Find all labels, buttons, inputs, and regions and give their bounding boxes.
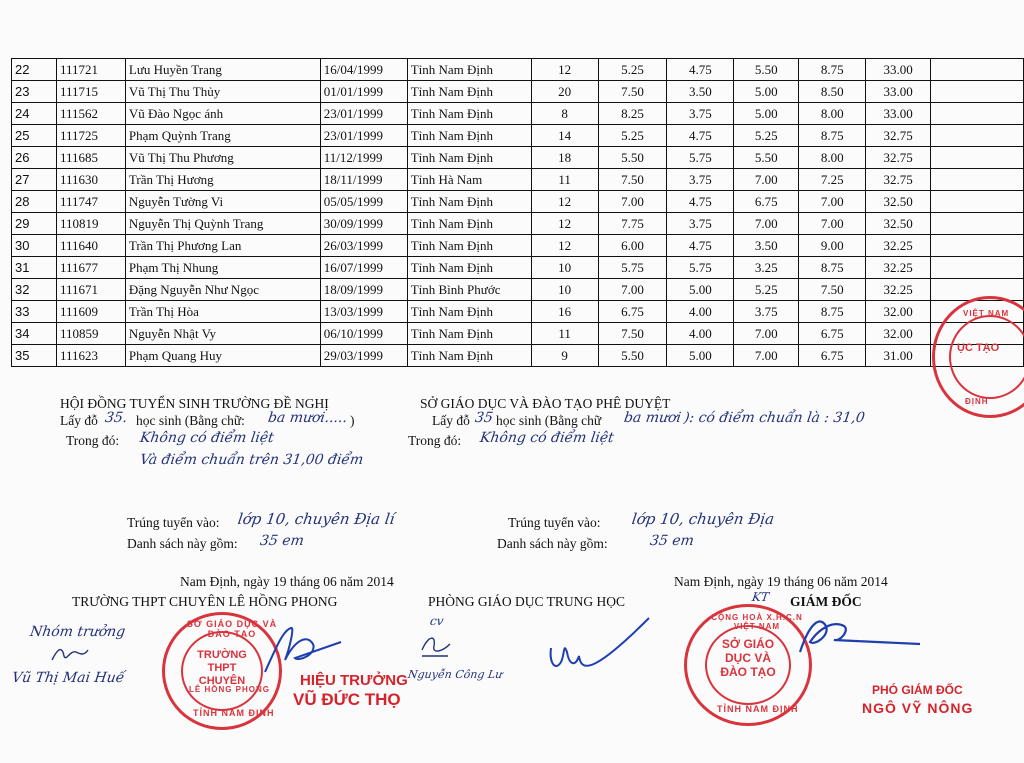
row-stt: 22 bbox=[12, 59, 57, 81]
school-stamp: SỞ GIÁO DỤC VÀ ĐÀO TẠO TRƯỜNG THPT CHUYÊN LÊ HỒNG PHONG TỈNH NAM ĐỊNH bbox=[162, 612, 282, 730]
row-score-4: 5.50 bbox=[734, 147, 799, 169]
row-score-5: 8.50 bbox=[799, 81, 866, 103]
row-sbd: 111609 bbox=[56, 301, 125, 323]
row-score-3: 4.00 bbox=[667, 301, 734, 323]
left-signer: Vũ Thị Mai Huế bbox=[10, 670, 126, 686]
row-score-1: 12 bbox=[531, 59, 598, 81]
row-stt: 28 bbox=[12, 191, 57, 213]
row-note bbox=[931, 169, 1024, 191]
row-score-1: 11 bbox=[531, 323, 598, 345]
row-province: Tỉnh Nam Định bbox=[407, 125, 531, 147]
table-row bbox=[12, 191, 1024, 213]
row-dob: 13/03/1999 bbox=[320, 301, 407, 323]
row-dob: 16/04/1999 bbox=[320, 59, 407, 81]
director-signature bbox=[770, 612, 930, 672]
row-name: Vũ Thị Thu Phương bbox=[125, 147, 320, 169]
row-score-4: 5.00 bbox=[734, 81, 799, 103]
row-stt: 23 bbox=[12, 81, 57, 103]
row-province: Tỉnh Nam Định bbox=[407, 301, 531, 323]
row-score-1: 12 bbox=[531, 191, 598, 213]
row-score-3: 3.50 bbox=[667, 81, 734, 103]
row-score-3: 4.75 bbox=[667, 125, 734, 147]
row-province: Tỉnh Bình Phước bbox=[407, 279, 531, 301]
left-trung-tuyen-value: lớp 10, chuyên Địa lí bbox=[236, 510, 396, 528]
row-score-2: 7.50 bbox=[598, 169, 667, 191]
row-stt: 30 bbox=[12, 235, 57, 257]
row-dob: 23/01/1999 bbox=[320, 125, 407, 147]
row-sbd: 111623 bbox=[56, 345, 125, 367]
row-score-5: 7.00 bbox=[799, 213, 866, 235]
row-score-3: 3.75 bbox=[667, 169, 734, 191]
row-sbd: 111562 bbox=[56, 103, 125, 125]
left-trung-tuyen-label: Trúng tuyển vào: bbox=[127, 515, 220, 530]
row-stt: 24 bbox=[12, 103, 57, 125]
right-lay-do-words: ba mươi bbox=[622, 410, 683, 426]
row-stt: 29 bbox=[12, 213, 57, 235]
row-score-5: 8.75 bbox=[799, 59, 866, 81]
row-total: 32.50 bbox=[866, 191, 931, 213]
table-row bbox=[12, 323, 1024, 345]
row-score-4: 3.75 bbox=[734, 301, 799, 323]
row-note bbox=[931, 103, 1024, 125]
row-score-4: 6.75 bbox=[734, 191, 799, 213]
row-total: 32.25 bbox=[866, 235, 931, 257]
row-score-3: 5.00 bbox=[667, 279, 734, 301]
row-total: 33.00 bbox=[866, 81, 931, 103]
row-score-5: 8.75 bbox=[799, 125, 866, 147]
left-danh-sach-value: 35 em bbox=[258, 533, 305, 549]
row-sbd: 110859 bbox=[56, 323, 125, 345]
row-score-2: 6.75 bbox=[598, 301, 667, 323]
left-danh-sach-label: Danh sách này gồm: bbox=[127, 536, 238, 551]
row-total: 31.00 bbox=[866, 345, 931, 367]
row-stt: 32 bbox=[12, 279, 57, 301]
row-score-1: 9 bbox=[531, 345, 598, 367]
row-sbd: 110819 bbox=[56, 213, 125, 235]
row-note bbox=[931, 191, 1024, 213]
row-dob: 29/03/1999 bbox=[320, 345, 407, 367]
left-lay-do-words: ba mươi..... bbox=[266, 410, 349, 426]
right-trung-tuyen-label: Trúng tuyển vào: bbox=[508, 515, 601, 530]
row-score-1: 18 bbox=[531, 147, 598, 169]
left-sign-title: Nhóm trưởng bbox=[28, 624, 127, 640]
row-stt: 25 bbox=[12, 125, 57, 147]
right-trung-tuyen-value: lớp 10, chuyên Địa bbox=[630, 510, 776, 528]
row-score-5: 7.00 bbox=[799, 191, 866, 213]
row-score-3: 5.75 bbox=[667, 147, 734, 169]
results-table bbox=[11, 58, 1024, 367]
row-score-1: 12 bbox=[531, 213, 598, 235]
row-sbd: 111725 bbox=[56, 125, 125, 147]
row-name: Phạm Thị Nhung bbox=[125, 257, 320, 279]
row-note bbox=[931, 235, 1024, 257]
row-note bbox=[931, 81, 1024, 103]
row-dob: 18/11/1999 bbox=[320, 169, 407, 191]
row-score-2: 7.50 bbox=[598, 81, 667, 103]
left-date: Nam Định, ngày 19 tháng 06 năm 2014 bbox=[180, 574, 394, 589]
row-score-2: 5.50 bbox=[598, 345, 667, 367]
row-score-2: 5.50 bbox=[598, 147, 667, 169]
row-note bbox=[931, 257, 1024, 279]
row-score-4: 7.00 bbox=[734, 345, 799, 367]
table-row bbox=[12, 257, 1024, 279]
row-name: Trần Thị Hương bbox=[125, 169, 320, 191]
row-score-2: 7.00 bbox=[598, 191, 667, 213]
row-name: Nguyễn Tường Vi bbox=[125, 191, 320, 213]
row-dob: 06/10/1999 bbox=[320, 323, 407, 345]
left-trong-do: Trong đó: bbox=[66, 433, 120, 448]
middle-signature bbox=[545, 612, 655, 682]
left-lay-do-num: 35. bbox=[103, 410, 129, 426]
row-name: Nguyễn Thị Quỳnh Trang bbox=[125, 213, 320, 235]
row-name: Lưu Huyền Trang bbox=[125, 59, 320, 81]
right-lay-do-num: 35 bbox=[473, 410, 494, 426]
row-sbd: 111721 bbox=[56, 59, 125, 81]
row-score-3: 4.75 bbox=[667, 59, 734, 81]
row-score-1: 12 bbox=[531, 235, 598, 257]
row-note bbox=[931, 59, 1024, 81]
right-director: GIÁM ĐỐC bbox=[790, 594, 862, 609]
row-province: Tỉnh Hà Nam bbox=[407, 169, 531, 191]
row-score-5: 6.75 bbox=[799, 323, 866, 345]
row-score-3: 3.75 bbox=[667, 213, 734, 235]
table-row bbox=[12, 59, 1024, 81]
table-row bbox=[12, 345, 1024, 367]
row-total: 32.75 bbox=[866, 147, 931, 169]
right-lay-do-mid: học sinh (Bằng chữ bbox=[496, 413, 602, 428]
left-note-2: Và điểm chuẩn trên 31,00 điểm bbox=[138, 452, 365, 468]
row-sbd: 111747 bbox=[56, 191, 125, 213]
row-score-4: 3.50 bbox=[734, 235, 799, 257]
row-score-5: 8.00 bbox=[799, 103, 866, 125]
row-total: 32.00 bbox=[866, 323, 931, 345]
row-name: Phạm Quang Huy bbox=[125, 345, 320, 367]
row-sbd: 111640 bbox=[56, 235, 125, 257]
row-score-3: 5.75 bbox=[667, 257, 734, 279]
right-danh-sach-label: Danh sách này gồm: bbox=[497, 536, 608, 551]
row-dob: 16/07/1999 bbox=[320, 257, 407, 279]
right-note-1: Không có điểm liệt bbox=[478, 430, 615, 446]
row-sbd: 111677 bbox=[56, 257, 125, 279]
row-score-2: 7.75 bbox=[598, 213, 667, 235]
row-score-4: 5.25 bbox=[734, 125, 799, 147]
left-lay-do-pre: Lấy đỗ bbox=[60, 413, 98, 428]
row-total: 32.00 bbox=[866, 301, 931, 323]
row-score-5: 6.75 bbox=[799, 345, 866, 367]
row-score-4: 7.00 bbox=[734, 213, 799, 235]
row-score-2: 5.25 bbox=[598, 59, 667, 81]
row-dob: 30/09/1999 bbox=[320, 213, 407, 235]
middle-cv: cv bbox=[429, 614, 445, 628]
row-sbd: 111630 bbox=[56, 169, 125, 191]
row-province: Tỉnh Nam Định bbox=[407, 235, 531, 257]
row-score-3: 4.75 bbox=[667, 191, 734, 213]
right-lay-do-pre: Lấy đỗ bbox=[432, 413, 470, 428]
left-signature bbox=[50, 644, 90, 664]
row-score-4: 5.25 bbox=[734, 279, 799, 301]
row-stt: 35 bbox=[12, 345, 57, 367]
row-stt: 26 bbox=[12, 147, 57, 169]
table-row bbox=[12, 279, 1024, 301]
principal-name: VŨ ĐỨC THỌ bbox=[293, 690, 401, 709]
row-score-2: 7.00 bbox=[598, 279, 667, 301]
row-province: Tỉnh Nam Định bbox=[407, 345, 531, 367]
row-sbd: 111685 bbox=[56, 147, 125, 169]
row-total: 32.50 bbox=[866, 213, 931, 235]
row-province: Tỉnh Nam Định bbox=[407, 257, 531, 279]
table-row bbox=[12, 125, 1024, 147]
row-province: Tỉnh Nam Định bbox=[407, 323, 531, 345]
row-province: Tỉnh Nam Định bbox=[407, 147, 531, 169]
right-date: Nam Định, ngày 19 tháng 06 năm 2014 bbox=[674, 574, 888, 589]
left-lay-do-end: ) bbox=[350, 413, 355, 428]
principal-title: HIỆU TRƯỞNG bbox=[300, 672, 408, 689]
deputy-title: PHÓ GIÁM ĐỐC bbox=[872, 683, 963, 697]
row-score-1: 16 bbox=[531, 301, 598, 323]
row-score-4: 7.00 bbox=[734, 323, 799, 345]
row-dob: 26/03/1999 bbox=[320, 235, 407, 257]
row-score-1: 11 bbox=[531, 169, 598, 191]
right-danh-sach-value: 35 em bbox=[648, 533, 695, 549]
row-sbd: 111715 bbox=[56, 81, 125, 103]
row-score-2: 5.25 bbox=[598, 125, 667, 147]
row-name: Trần Thị Phương Lan bbox=[125, 235, 320, 257]
row-total: 32.25 bbox=[866, 257, 931, 279]
row-score-5: 9.00 bbox=[799, 235, 866, 257]
row-total: 33.00 bbox=[866, 59, 931, 81]
principal-signature bbox=[255, 620, 345, 680]
table-row bbox=[12, 81, 1024, 103]
row-stt: 31 bbox=[12, 257, 57, 279]
row-total: 33.00 bbox=[866, 103, 931, 125]
row-score-4: 5.00 bbox=[734, 103, 799, 125]
left-heading: HỘI ĐỒNG TUYỂN SINH TRƯỜNG ĐỀ NGHỊ bbox=[60, 396, 329, 411]
row-name: Nguyễn Nhật Vy bbox=[125, 323, 320, 345]
middle-signer: Nguyễn Công Lư bbox=[407, 668, 504, 681]
row-score-5: 7.25 bbox=[799, 169, 866, 191]
row-province: Tỉnh Nam Định bbox=[407, 59, 531, 81]
row-score-1: 14 bbox=[531, 125, 598, 147]
right-kt: KT bbox=[751, 590, 770, 604]
row-score-1: 10 bbox=[531, 279, 598, 301]
right-lay-do-extra: ): có điểm chuẩn là : 31,0 bbox=[682, 410, 866, 426]
row-score-5: 8.75 bbox=[799, 301, 866, 323]
row-dob: 05/05/1999 bbox=[320, 191, 407, 213]
row-score-3: 4.75 bbox=[667, 235, 734, 257]
row-score-1: 8 bbox=[531, 103, 598, 125]
row-stt: 27 bbox=[12, 169, 57, 191]
row-total: 32.75 bbox=[866, 169, 931, 191]
right-trong-do: Trong đó: bbox=[408, 433, 462, 448]
table-row bbox=[12, 213, 1024, 235]
row-name: Trần Thị Hòa bbox=[125, 301, 320, 323]
table-row bbox=[12, 235, 1024, 257]
row-score-3: 3.75 bbox=[667, 103, 734, 125]
results-table-body bbox=[12, 59, 1024, 367]
row-score-5: 7.50 bbox=[799, 279, 866, 301]
row-sbd: 111671 bbox=[56, 279, 125, 301]
row-score-4: 7.00 bbox=[734, 169, 799, 191]
row-score-5: 8.00 bbox=[799, 147, 866, 169]
row-name: Phạm Quỳnh Trang bbox=[125, 125, 320, 147]
row-total: 32.75 bbox=[866, 125, 931, 147]
row-score-5: 8.75 bbox=[799, 257, 866, 279]
row-province: Tỉnh Nam Định bbox=[407, 191, 531, 213]
table-row bbox=[12, 169, 1024, 191]
row-score-2: 5.75 bbox=[598, 257, 667, 279]
left-lay-do-mid: học sinh (Bằng chữ: bbox=[136, 413, 245, 428]
row-score-2: 6.00 bbox=[598, 235, 667, 257]
row-note bbox=[931, 213, 1024, 235]
row-dob: 01/01/1999 bbox=[320, 81, 407, 103]
school-name: TRƯỜNG THPT CHUYÊN LÊ HỒNG PHONG bbox=[72, 594, 338, 609]
left-note-1: Không có điểm liệt bbox=[138, 430, 275, 446]
table-row bbox=[12, 103, 1024, 125]
row-score-2: 7.50 bbox=[598, 323, 667, 345]
row-score-3: 4.00 bbox=[667, 323, 734, 345]
row-score-2: 8.25 bbox=[598, 103, 667, 125]
row-stt: 33 bbox=[12, 301, 57, 323]
row-dob: 23/01/1999 bbox=[320, 103, 407, 125]
right-heading: SỞ GIÁO DỤC VÀ ĐÀO TẠO PHÊ DUYỆT bbox=[420, 396, 671, 411]
row-name: Vũ Thị Thu Thủy bbox=[125, 81, 320, 103]
row-score-1: 20 bbox=[531, 81, 598, 103]
row-province: Tỉnh Nam Định bbox=[407, 213, 531, 235]
deputy-name: NGÔ VỸ NÔNG bbox=[862, 700, 974, 716]
row-score-3: 5.00 bbox=[667, 345, 734, 367]
row-province: Tỉnh Nam Định bbox=[407, 81, 531, 103]
middle-initial-signature bbox=[418, 630, 454, 660]
row-score-4: 3.25 bbox=[734, 257, 799, 279]
row-dob: 11/12/1999 bbox=[320, 147, 407, 169]
edge-stamp: VIỆT NAM ỤC TẠO ĐỊNH bbox=[932, 296, 1024, 418]
department-stamp: CỘNG HOÀ X.H.C.N VIỆT NAM SỞ GIÁO DỤC VÀ ĐÀO TẠO TỈNH NAM ĐỊNH bbox=[684, 604, 812, 726]
row-note bbox=[931, 147, 1024, 169]
table-row bbox=[12, 301, 1024, 323]
table-row bbox=[12, 147, 1024, 169]
row-name: Vũ Đào Ngọc ánh bbox=[125, 103, 320, 125]
middle-office: PHÒNG GIÁO DỤC TRUNG HỌC bbox=[428, 594, 626, 609]
row-province: Tỉnh Nam Định bbox=[407, 103, 531, 125]
row-score-4: 5.50 bbox=[734, 59, 799, 81]
row-dob: 18/09/1999 bbox=[320, 279, 407, 301]
row-name: Đặng Nguyễn Như Ngọc bbox=[125, 279, 320, 301]
row-score-1: 10 bbox=[531, 257, 598, 279]
row-note bbox=[931, 125, 1024, 147]
row-stt: 34 bbox=[12, 323, 57, 345]
row-total: 32.25 bbox=[866, 279, 931, 301]
